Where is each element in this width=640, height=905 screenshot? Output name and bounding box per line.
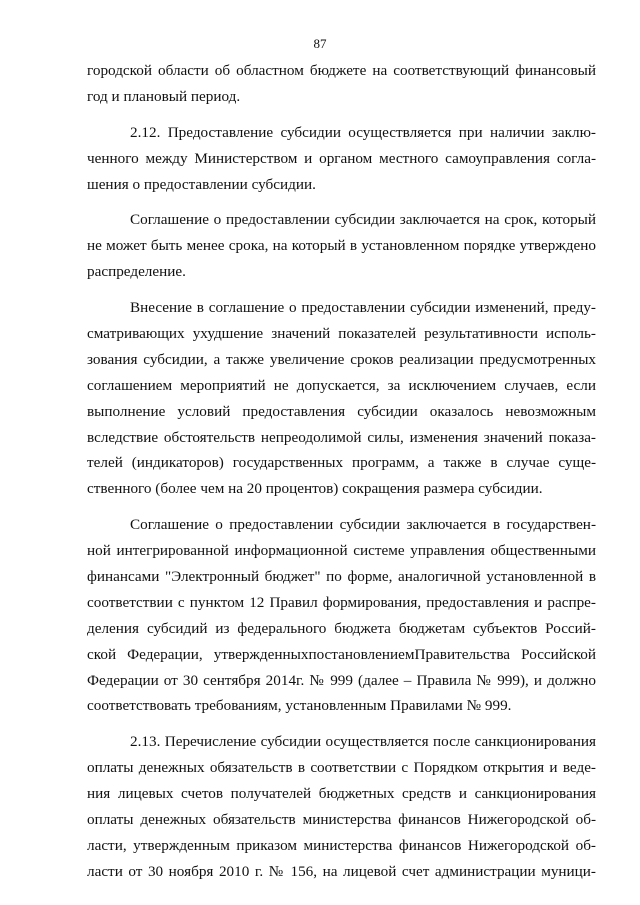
text-line: городской области об областном бюджете на соответствующий финансовый (87, 62, 596, 79)
text-line: зования субсидии, а также увеличение сроков реализации предусмотренных (87, 350, 596, 368)
text-line: ласти от 30 ноября 2010 г. № 156, на лицевой счет администрации муници- (87, 862, 596, 880)
text-line: 2.12. Предоставление субсидии осуществляется при наличии заклю- (130, 123, 596, 141)
paragraph (87, 729, 596, 884)
text-line: оплаты денежных обязательств в соответствии с Порядком открытия и веде- (87, 759, 596, 777)
document-body (87, 58, 596, 885)
text-line: ченного между Министерством и органом местного самоуправления согла- (87, 149, 596, 167)
text-line: Федерации от 30 сентября 2014г. № 999 (далее – Правила № 999), и должно (87, 671, 596, 689)
text-line: Внесение в соглашение о предоставлении субсидии изменений, преду- (130, 299, 596, 317)
text-line: вследствие обстоятельств непреодолимой силы, изменения значений показа- (87, 428, 596, 446)
text-line: год и плановый период. (87, 87, 241, 105)
text-line: соответствии с пунктом 12 Правил формирования, предоставления и распре- (87, 593, 596, 611)
text-line: деления субсидий из федерального бюджета бюджетам субъектов Россий- (87, 619, 596, 637)
text-line: распределение. (87, 263, 186, 281)
text-line: соответствовать требованиям, установленным Правилами № 999. (87, 697, 512, 715)
text-line: Соглашение о предоставлении субсидии заключается на срок, который (130, 211, 596, 229)
text-line: не может быть менее срока, на который в установленном порядке утверждено (87, 237, 596, 255)
text-line: выполнение условий предоставления субсидии оказалось невозможным (87, 402, 596, 420)
text-line: соглашением мероприятий не допускается, за исключением случаев, если (87, 376, 596, 394)
text-line: телей (индикаторов) государственных программ, а также в случае суще- (87, 454, 596, 472)
paragraph (87, 120, 596, 198)
text-line: ласти, утвержденным приказом министерства финансов Нижегородской об- (87, 836, 596, 854)
text-line: сматривающих ухудшение значений показателей результативности исполь- (87, 325, 596, 343)
text-line: финансами "Электронный бюджет" по форме, аналогичной установленной в (87, 568, 596, 586)
paragraph (87, 58, 596, 110)
text-line: оплаты денежных обязательств министерства финансов Нижегородской об- (87, 811, 596, 829)
page-number: 87 (313, 36, 327, 51)
text-line: 2.13. Перечисление субсидии осуществляется после санкционирования (130, 733, 596, 751)
text-line: Соглашение о предоставлении субсидии заключается в государствен- (130, 516, 596, 534)
text-line: ния лицевых счетов получателей бюджетных средств и санкционирования (87, 785, 596, 803)
text-line: ственного (более чем на 20 процентов) сокращения размера субсидии. (87, 480, 543, 498)
paragraph (87, 295, 596, 502)
paragraph (87, 512, 596, 719)
paragraph (87, 207, 596, 285)
text-line: ской Федерации, утвержденныхпостановлениемПравительства Российской (87, 645, 596, 663)
text-line: шения о предоставлении субсидии. (87, 175, 316, 193)
text-line: ной интегрированной информационной системе управления общественными (87, 542, 596, 560)
